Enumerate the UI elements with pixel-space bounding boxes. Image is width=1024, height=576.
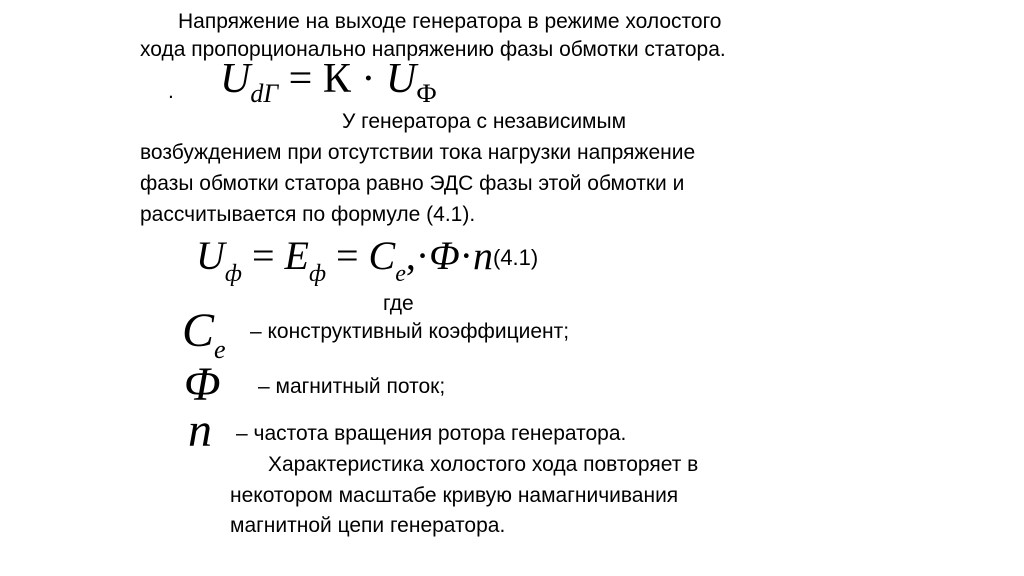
definition-text-phi: – магнитный поток; xyxy=(258,375,446,398)
formula-comma-dot: ,· xyxy=(405,233,430,278)
formula-4-1 xyxy=(196,232,538,298)
definition-symbol-c: C xyxy=(182,304,215,357)
where-label: где xyxy=(383,292,414,315)
formula-eq-1: = xyxy=(251,233,275,278)
formula-c: C xyxy=(368,233,396,278)
definition-symbol-phi: Φ xyxy=(184,358,221,411)
paragraph-2-line-1: У генератора с независимым xyxy=(342,110,627,133)
formula-dot: · xyxy=(459,233,473,278)
formula-phi: Φ xyxy=(429,233,460,278)
paragraph-2-line-3: фазы обмотки статора равно ЭДС фазы этой обмотки и xyxy=(140,172,685,195)
paragraph-3-line-2: некотором масштабе кривую намагничивания xyxy=(230,484,679,507)
paragraph-3-line-1: Характеристика холостого хода повторяет в xyxy=(268,453,699,476)
paragraph-2-line-2: возбуждением при отсутствии тока нагрузки напряжение xyxy=(140,141,696,164)
formula-udg-rhs-sub: Ф xyxy=(416,79,437,108)
paragraph-3-line-3: магнитной цепи генератора. xyxy=(230,514,506,537)
definition-symbol-c-sub: e xyxy=(214,335,226,364)
formula-udg-rhs: U xyxy=(385,56,417,102)
formula-bullet: . xyxy=(168,80,174,103)
formula-udg-k: К xyxy=(322,56,351,102)
formula-u-sub: ф xyxy=(224,261,242,287)
formula-udg-lhs: U xyxy=(220,56,251,102)
formula-e-sub: ф xyxy=(308,261,326,287)
paragraph-2-line-4: рассчитывается по формуле (4.1). xyxy=(140,203,476,226)
formula-udg-dot: · xyxy=(361,56,376,102)
formula-eq-2: = xyxy=(335,233,359,278)
paragraph-1-line-2: хода пропорционально напряжению фазы обмотки статора. xyxy=(140,38,726,61)
formula-e: E xyxy=(284,233,309,278)
formula-udg-lhs-sub: dГ xyxy=(250,79,279,108)
formula-number: (4.1) xyxy=(493,245,539,270)
definition-symbol-n: n xyxy=(188,404,212,457)
formula-c-sub: e xyxy=(395,261,406,287)
definition-text-ce: – конструктивный коэффициент; xyxy=(250,320,570,343)
formula-udg-eq: = xyxy=(288,56,313,102)
definition-text-n: – частота вращения ротора генератора. xyxy=(236,422,627,445)
paragraph-1-line-1: Напряжение на выходе генератора в режиме холостого xyxy=(178,10,722,33)
formula-n: n xyxy=(473,233,493,278)
formula-u: U xyxy=(196,233,225,278)
